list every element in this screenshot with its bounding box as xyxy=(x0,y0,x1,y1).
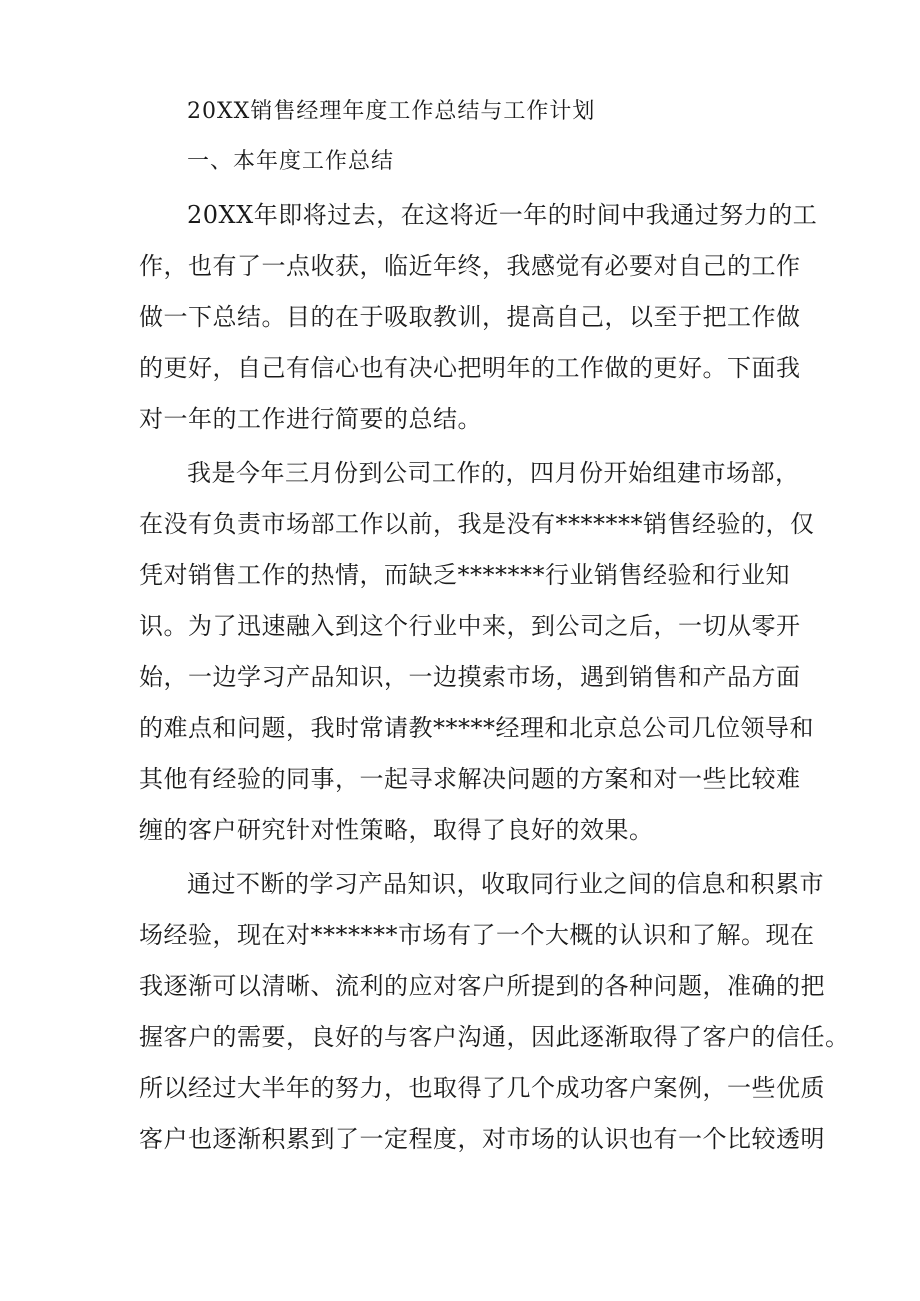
paragraph-line: 始，一边学习产品知识，一边摸索市场，遇到销售和产品方面 xyxy=(139,663,801,691)
paragraph-line: 作，也有了一点收获，临近年终，我感觉有必要对自己的工作 xyxy=(139,252,801,280)
paragraph-3 xyxy=(139,859,850,1165)
paragraph-line: 所以经过大半年的努力，也取得了几个成功客户案例，一些优质 xyxy=(139,1074,825,1102)
paragraph-line: 做一下总结。目的在于吸取教训，提高自己，以至于把工作做 xyxy=(139,303,801,331)
paragraph-line: 对一年的工作进行简要的总结。 xyxy=(139,405,482,433)
paragraph-line: 握客户的需要，良好的与客户沟通，因此逐渐取得了客户的信任。 xyxy=(139,1023,850,1051)
section-heading: 一、本年度工作总结 xyxy=(187,149,395,174)
paragraph-line: 20XX年即将过去，在这将近一年的时间中我通过努力的工 xyxy=(187,201,818,229)
paragraph-line: 我是今年三月份到公司工作的，四月份开始组建市场部， xyxy=(187,459,800,487)
document-title: 20XX销售经理年度工作总结与工作计划 xyxy=(187,99,596,124)
paragraph-line: 我逐渐可以清晰、流利的应对客户所提到的各种问题，准确的把 xyxy=(139,972,825,1000)
paragraph-line: 缠的客户研究针对性策略，取得了良好的效果。 xyxy=(139,816,654,844)
paragraph-line: 识。为了迅速融入到这个行业中来，到公司之后，一切从零开 xyxy=(139,612,801,640)
paragraph-line: 通过不断的学习产品知识，收取同行业之间的信息和积累市 xyxy=(187,870,824,898)
paragraph-line: 场经验，现在对*******市场有了一个大概的认识和了解。现在 xyxy=(139,921,815,949)
paragraph-line: 的更好，自己有信心也有决心把明年的工作做的更好。下面我 xyxy=(139,354,801,382)
paragraph-line: 凭对销售工作的热情，而缺乏*******行业销售经验和行业知 xyxy=(139,561,790,589)
paragraph-2 xyxy=(139,448,815,856)
document-body xyxy=(139,94,850,1165)
paragraph-line: 的难点和问题，我时常请教*****经理和北京总公司几位领导和 xyxy=(139,714,814,742)
paragraph-line: 在没有负责市场部工作以前，我是没有*******销售经验的，仅 xyxy=(139,510,815,538)
paragraph-line: 客户也逐渐积累到了一定程度，对市场的认识也有一个比较透明 xyxy=(139,1125,825,1153)
paragraph-line: 其他有经验的同事，一起寻求解决问题的方案和对一些比较难 xyxy=(139,765,801,793)
paragraph-1 xyxy=(139,190,818,445)
